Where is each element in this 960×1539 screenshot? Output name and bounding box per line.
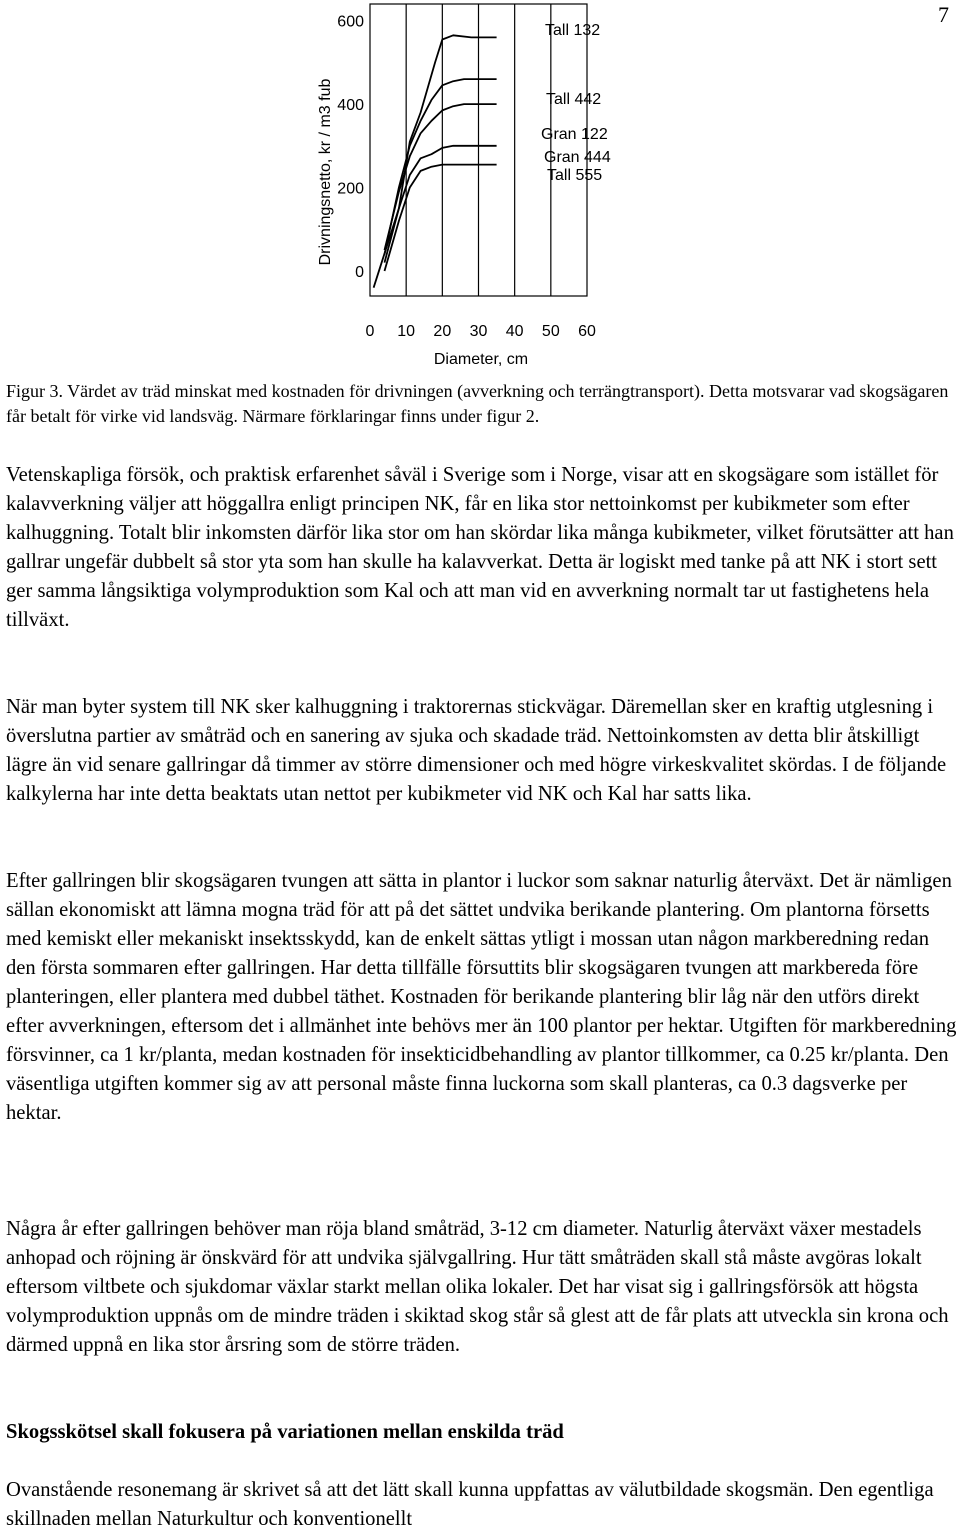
x-axis-label: Diameter, cm [433, 351, 529, 368]
series-label-0: Tall 132 [545, 22, 601, 39]
y-tick-label-2: 400 [337, 97, 364, 115]
series-label-1: Tall 442 [546, 91, 602, 108]
figure-3 [300, 0, 720, 375]
x-tick-label-2: 20 [433, 323, 452, 340]
paragraph-2: När man byter system till NK sker kalhuggning i traktorernas stickvägar. Däremellan sker en kraftig utglesning i överslutna partier av småträd och en sanering av sjuka och skadade träd. Nettoinkomsten av detta blir åtskilligt lägre än vid senare gallringar då timmer av större dimensioner och med högre virkeskvalitet skördas. I de följande kalkylerna har inte detta beaktats utan nettot per kubikmeter vid NK och Kal har satts lika. [6, 696, 947, 805]
y-tick-label-0: 0 [355, 263, 364, 281]
paragraph-1: Vetenskapliga försök, och praktisk erfarenhet såväl i Sverige som i Norge, visar att en skogsägare som istället för kalavverkning väljer att höggallra enligt principen NK, får en lika stor nettoinkomst per kubikmeter som efter kalhuggning. Totalt blir inkomsten därför lika stor om han skördar lika många kubikmeter, vilket förutsätter att han gallrar ungefär dubbelt så stor yta som han skulle ha kalavverkat. Detta är logiskt med tanke på att NK i stort sett ger samma långsiktiga volymproduktion som Kal och att man vid en avverkning normalt tar ut fastighetens hela tillväxt. [6, 464, 954, 631]
x-tick-label-6: 60 [578, 323, 596, 340]
series-label-2: Gran 122 [541, 126, 608, 143]
series-labels [541, 22, 611, 184]
y-tick-label-1: 200 [337, 180, 364, 198]
x-tick-label-5: 50 [541, 323, 560, 340]
series-line-1 [385, 79, 497, 254]
figure-caption: Figur 3. Värdet av träd minskat med kostnaden för drivningen (avverkning och terrängtransport). Detta motsvarar vad skogsägaren får betalt för virke vid landsväg. Närmare förklaringar finns under figur 2. [6, 381, 949, 426]
x-tick-labels [366, 323, 596, 340]
y-tick-labels [337, 14, 364, 281]
page-number: 7 [938, 2, 949, 27]
x-tick-label-3: 30 [469, 323, 488, 340]
y-axis-label: Drivningsnetto, kr / m3 fub [317, 78, 334, 266]
drivningsnetto-chart [300, 0, 720, 375]
x-tick-label-4: 40 [505, 323, 524, 340]
y-tick-label-3: 600 [337, 13, 364, 31]
series-label-3: Gran 444 [544, 149, 611, 166]
series-line-3 [385, 146, 497, 263]
x-tick-label-0: 0 [365, 323, 375, 340]
paragraph-5: Ovanstående resonemang är skrivet så att det lätt skall kunna uppfattas av välutbildade skogsmän. Den egentliga skillnaden mellan Naturkultur och konventionellt [6, 1479, 934, 1530]
section-heading: Skogsskötsel skall fokusera på variationen mellan enskilda träd [6, 1421, 564, 1443]
paragraph-4: Några år efter gallringen behöver man röja bland småträd, 3-12 cm diameter. Naturlig återväxt växer mestadels anhopad och röjning är önskvärd för att undvika självgallring. Hur tätt småträden skall stå måste avgöras lokalt eftersom viltbete och sjukdomar växlar starkt mellan olika lokaler. Det har visat sig i gallringsförsök att högsta volymproduktion uppnås om de mindre träden i skiktad skog står så glest att de får plats att utveckla sin krona och därmed uppnå en lika stor årsring som de större träden. [6, 1218, 949, 1356]
paragraph-3: Efter gallringen blir skogsägaren tvungen att sätta in plantor i luckor som saknar naturlig återväxt. Det är nämligen sällan ekonomiskt att lämna mogna träd för att på det sättet undvika berikande plantering. Om plantorna försetts med kemiskt eller mekaniskt insektsskydd, kan de enkelt sättas ytligt i mossan utan någon markberedning redan den första sommaren efter gallringen. Har detta tillfälle försuttits blir skogsägaren tvungen att markbereda före planteringen, eller plantera med dubbel täthet. Kostnaden för berikande plantering blir låg när den utförs direkt efter avverkningen, eftersom det i allmänhet inte behövs mer än 100 plantor per hektar. Utgiften för markberedning försvinner, ca 1 kr/planta, medan kostnaden för insekticidbehandling av plantor tillkommer, ca 0.25 kr/planta. Den väsentliga utgiften kommer sig av att personal måste finna luckorna som skall planteras, ca 0.3 dagsverke per hektar. [6, 870, 957, 1124]
chart-grid [406, 4, 551, 296]
x-tick-label-1: 10 [397, 323, 416, 340]
series-label-4: Tall 555 [547, 167, 603, 184]
